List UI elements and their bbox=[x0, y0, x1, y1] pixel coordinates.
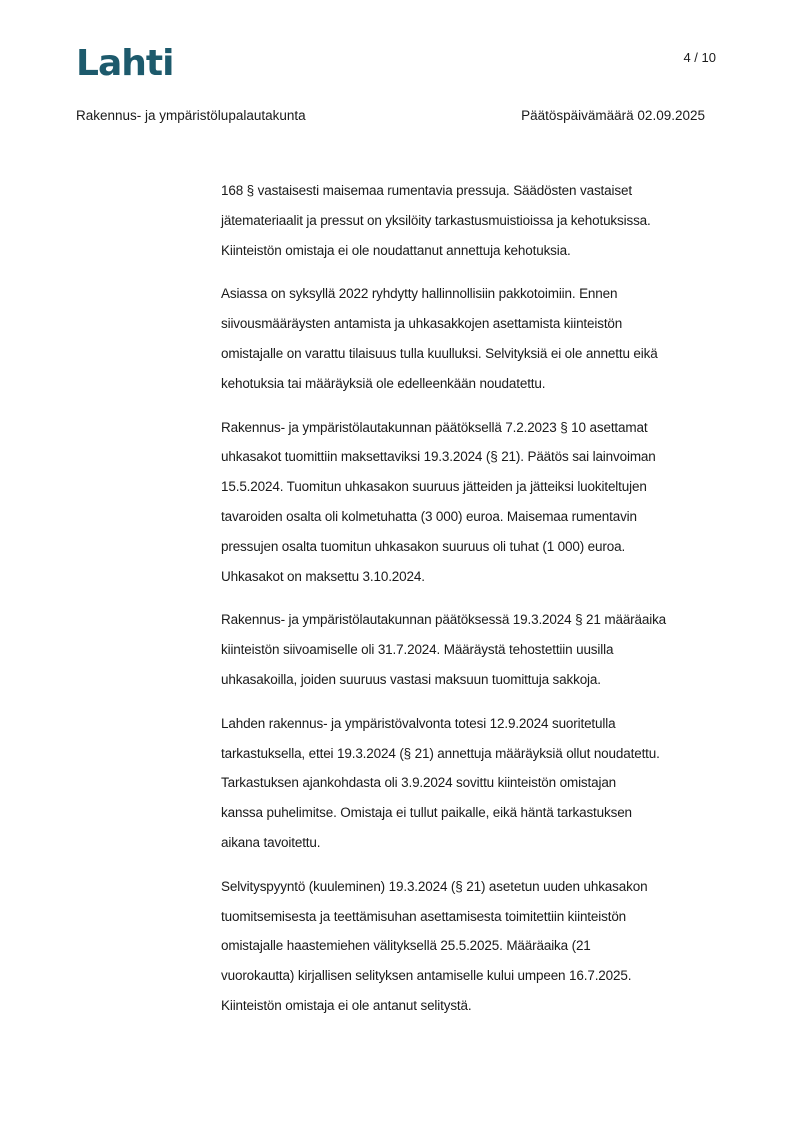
text-line: tarkastuksella, ettei 19.3.2024 (§ 21) annettuja määräyksiä ollut noudatettu. bbox=[221, 745, 660, 761]
text-line: kiinteistön siivoamiselle oli 31.7.2024. Määräystä tehostettiin uusilla bbox=[221, 642, 614, 658]
text-line: tavaroiden osalta oli kolmetuhatta (3 000) euroa. Maisemaa rumentavin bbox=[221, 508, 637, 524]
text-line: omistajalle on varattu tilaisuus tulla kuulluksi. Selvityksiä ei ole annettu eikä bbox=[221, 345, 658, 361]
text-line: Rakennus- ja ympäristölautakunnan päätöksessä 19.3.2024 § 21 määräaika bbox=[221, 612, 667, 628]
text-line: omistajalle haastemiehen välityksellä 25.5.2025. Määräaika (21 bbox=[221, 938, 591, 954]
text-line: pressujen osalta tuomitun uhkasakon suuruus oli tuhat (1 000) euroa. bbox=[221, 538, 626, 554]
paragraph bbox=[221, 709, 726, 858]
text-line: 168 § vastaisesti maisemaa rumentavia pressuja. Säädösten vastaiset bbox=[221, 183, 632, 198]
text-line: kanssa puhelimitse. Omistaja ei tullut paikalle, eikä häntä tarkastuksen bbox=[221, 805, 632, 821]
text-line: Tarkastuksen ajankohdasta oli 3.9.2024 sovittu kiinteistön omistajan bbox=[221, 775, 617, 791]
text-line: 15.5.2024. Tuomitun uhkasakon suuruus jätteiden ja jätteiksi luokiteltujen bbox=[221, 479, 647, 495]
paragraph bbox=[221, 176, 726, 265]
text-line: Selvityspyyntö (kuuleminen) 19.3.2024 (§ 21) asetetun uuden uhkasakon bbox=[221, 878, 648, 894]
text-line: vuorokautta) kirjallisen selityksen antamiselle kului umpeen 16.7.2025. bbox=[221, 968, 632, 984]
text-line: uhkasakot tuomittiin maksettaviksi 19.3.2024 (§ 21). Päätös sai lainvoiman bbox=[221, 449, 656, 465]
page-number: 4 / 10 bbox=[683, 50, 716, 65]
text-line: Kiinteistön omistaja ei ole noudattanut annettuja kehotuksia. bbox=[221, 242, 571, 258]
decision-date: Päätöspäivämäärä 02.09.2025 bbox=[521, 108, 705, 123]
text-line: jätemateriaalit ja pressut on yksilöity tarkastusmuistioissa ja kehotuksissa. bbox=[221, 212, 651, 228]
paragraph bbox=[221, 413, 726, 592]
lahti-logo: Lahti bbox=[76, 43, 174, 84]
paragraph bbox=[221, 279, 726, 398]
text-line: Rakennus- ja ympäristölautakunnan päätöksellä 7.2.2023 § 10 asettamat bbox=[221, 419, 648, 435]
organization-name: Rakennus- ja ympäristölupalautakunta bbox=[76, 108, 306, 123]
text-line: Asiassa on syksyllä 2022 ryhdytty hallinnollisiin pakkotoimiin. Ennen bbox=[221, 286, 618, 302]
paragraph bbox=[221, 605, 726, 694]
paragraph bbox=[221, 872, 726, 1021]
text-line: kehotuksia tai määräyksiä ole edelleenkään noudatettu. bbox=[221, 375, 546, 391]
text-line: aikana tavoitettu. bbox=[221, 834, 321, 850]
text-line: Lahden rakennus- ja ympäristövalvonta totesi 12.9.2024 suoritetulla bbox=[221, 715, 616, 731]
text-line: Uhkasakot on maksettu 3.10.2024. bbox=[221, 568, 425, 584]
text-line: siivousmääräysten antamista ja uhkasakkojen asettamista kiinteistön bbox=[221, 316, 623, 332]
text-line: uhkasakoilla, joiden suuruus vastasi maksuun tuomittuja sakkoja. bbox=[221, 671, 601, 687]
document-body bbox=[221, 176, 726, 1035]
text-line: Kiinteistön omistaja ei ole antanut selitystä. bbox=[221, 997, 472, 1013]
text-line: tuomitsemisesta ja teettämisuhan asettamisesta toimitettiin kiinteistön bbox=[221, 908, 627, 924]
